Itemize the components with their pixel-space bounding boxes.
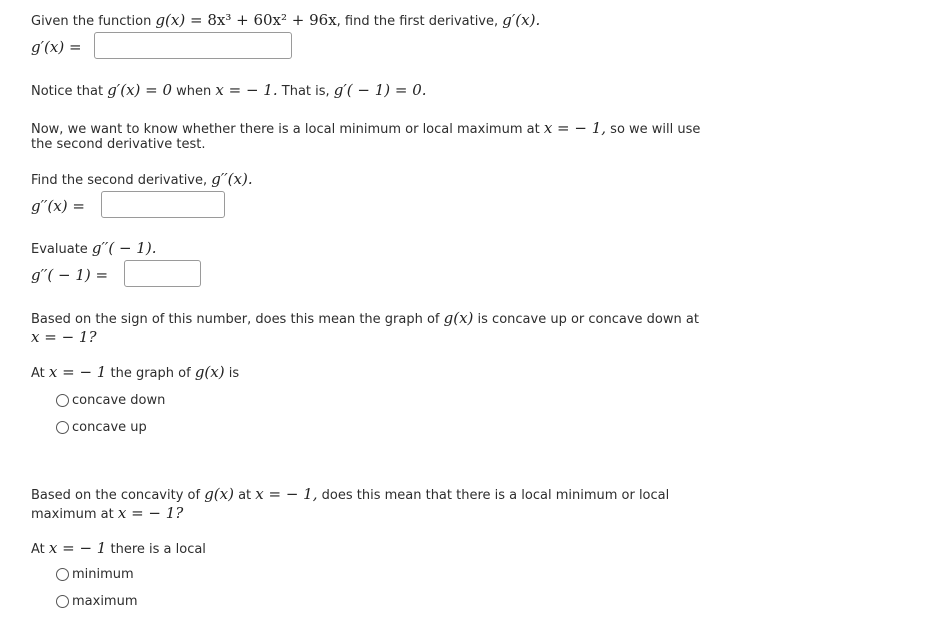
question-4-line1 [31,309,699,327]
q5-eq: g(x) [204,485,234,503]
second-derivative-input[interactable] [101,191,225,218]
q5-suffix: does this mean that there is a local minimum or local [317,488,670,503]
now-text-line2: the second derivative test. [31,137,206,152]
concave-down-radio[interactable] [56,394,69,407]
concave-up-radio[interactable] [56,421,69,434]
q4-eq: g(x) [443,309,474,327]
question-3-text [31,239,156,257]
notice-eq1: g′(x) = 0 [107,81,173,99]
maximum-radio[interactable] [56,595,69,608]
question-2-text [31,170,253,188]
notice-mid: when [172,84,216,99]
maximum-label[interactable]: maximum [72,594,138,609]
first-derivative-label: g′(x) = [31,38,82,56]
q4-at-eq: x = − 1 [48,363,107,381]
q5-at-suffix: there is a local [106,542,206,557]
concavity-prompt [31,363,239,381]
q4-suffix: is concave up or concave down at [473,312,699,327]
q2-prefix: Find the second derivative, [31,173,212,188]
q4-prefix: Based on the sign of this number, does this mean the graph of [31,312,444,327]
q1-suffix: , find the first derivative, [336,14,503,29]
notice-eq2: x = − 1. [215,81,278,99]
question-5-line2 [31,504,183,522]
second-derivative-eval-input[interactable] [124,260,201,287]
notice-prefix: Notice that [31,84,108,99]
q4-at-suffix: the graph of [106,366,195,381]
now-suffix: so we will use [606,122,701,137]
minimum-radio[interactable] [56,568,69,581]
q1-ask: g′(x). [502,11,541,29]
question-1-text [31,11,540,29]
concave-up-option[interactable] [56,420,147,435]
q5-at-eq: x = − 1 [48,539,107,557]
q2-ask: g′′(x). [211,170,253,188]
q3-prefix: Evaluate [31,242,92,257]
maximum-option[interactable] [56,594,138,609]
question-4-line2: x = − 1? [31,328,97,346]
q3-ask: g′′( − 1). [91,239,157,257]
q4-at-prefix: At [31,366,49,381]
minimum-label[interactable]: minimum [72,567,134,582]
question-5-line1 [31,485,669,503]
q5-line2-prefix: maximum at [31,507,118,522]
notice-text [31,81,427,99]
q5-line2-eq: x = − 1? [117,504,184,522]
concave-down-label[interactable]: concave down [72,393,166,408]
minimum-option[interactable] [56,567,134,582]
concave-down-option[interactable] [56,393,165,408]
now-text-line1 [31,119,700,137]
extremum-prompt [31,539,206,557]
first-derivative-input[interactable] [94,32,292,59]
second-derivative-label: g′′(x) = [31,197,85,215]
q1-prefix: Given the function [31,14,156,29]
q5-mid: at [233,488,256,503]
q4-at-eq2: g(x) [194,363,225,381]
now-eq: x = − 1, [543,119,607,137]
q4-at-end: is [224,366,240,381]
q1-func-lhs: g(x) [155,11,186,29]
q5-at-prefix: At [31,542,49,557]
concave-up-label[interactable]: concave up [72,420,147,435]
q1-func-rhs: = 8x³ + 60x² + 96x [185,11,337,29]
now-prefix: Now, we want to know whether there is a local minimum or local maximum at [31,122,544,137]
q5-eq2: x = − 1, [255,485,318,503]
second-derivative-eval-label: g′′( − 1) = [31,266,109,284]
notice-eq3: g′( − 1) = 0. [333,81,427,99]
notice-mid2: That is, [277,84,334,99]
q5-prefix: Based on the concavity of [31,488,205,503]
